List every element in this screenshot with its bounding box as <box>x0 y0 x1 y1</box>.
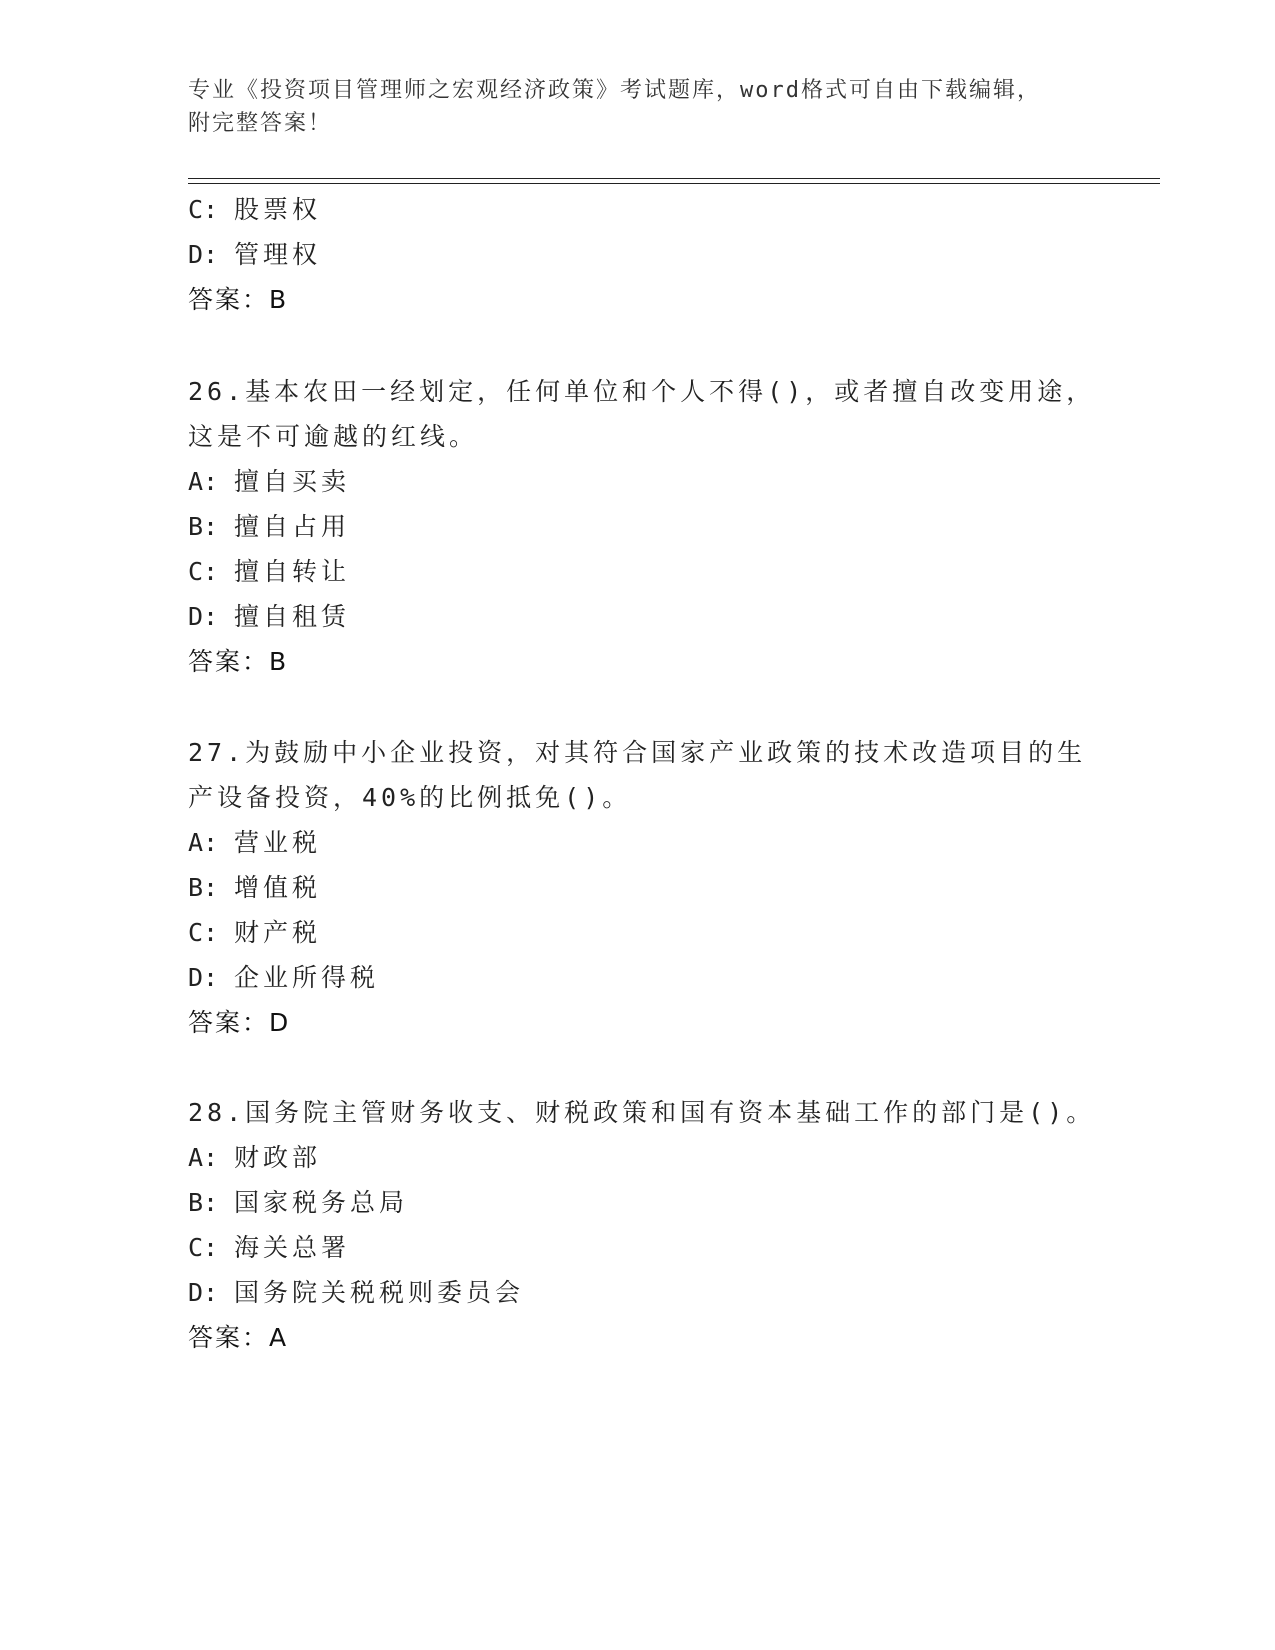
q28-option-a: A: 财政部 <box>188 1143 322 1172</box>
q28-option-d: D: 国务院关税税则委员会 <box>188 1278 525 1307</box>
document-header <box>188 74 1088 140</box>
q25-option-d: D: 管理权 <box>188 240 322 269</box>
q28-answer: 答案：A <box>188 1323 289 1352</box>
q26-option-a: A: 擅自买卖 <box>188 467 351 496</box>
q27-option-a: A: 营业税 <box>188 828 322 857</box>
header-divider-top <box>188 178 1160 179</box>
header-line-1: 专业《投资项目管理师之宏观经济政策》考试题库，word格式可自由下载编辑， <box>188 78 1041 103</box>
q28-option-b: B: 国家税务总局 <box>188 1188 409 1217</box>
q27-stem-line-2: 产设备投资，40%的比例抵免()。 <box>188 783 632 812</box>
q26-option-c: C: 擅自转让 <box>188 557 351 586</box>
q27-option-b: B: 增值税 <box>188 873 322 902</box>
q28-option-c: C: 海关总署 <box>188 1233 351 1262</box>
q26-answer: 答案：B <box>188 647 289 676</box>
header-line-2: 附完整答案！ <box>188 111 333 136</box>
q27-answer: 答案：D <box>188 1008 291 1037</box>
q28-stem-line-1: 28.国务院主管财务收支、财税政策和国有资本基础工作的部门是()。 <box>188 1098 1096 1127</box>
q26-stem-line-2: 这是不可逾越的红线。 <box>188 422 479 451</box>
q25-option-c: C: 股票权 <box>188 195 322 224</box>
header-divider-bottom <box>188 183 1160 184</box>
q27-stem-line-1: 27.为鼓励中小企业投资，对其符合国家产业政策的技术改造项目的生 <box>188 738 1087 767</box>
q26-option-d: D: 擅自租赁 <box>188 602 351 631</box>
q27-option-d: D: 企业所得税 <box>188 963 380 992</box>
q25-answer: 答案：B <box>188 285 289 314</box>
q26-option-b: B: 擅自占用 <box>188 512 351 541</box>
q26-stem-line-1: 26.基本农田一经划定，任何单位和个人不得()，或者擅自改变用途， <box>188 377 1096 406</box>
q27-option-c: C: 财产税 <box>188 918 322 947</box>
